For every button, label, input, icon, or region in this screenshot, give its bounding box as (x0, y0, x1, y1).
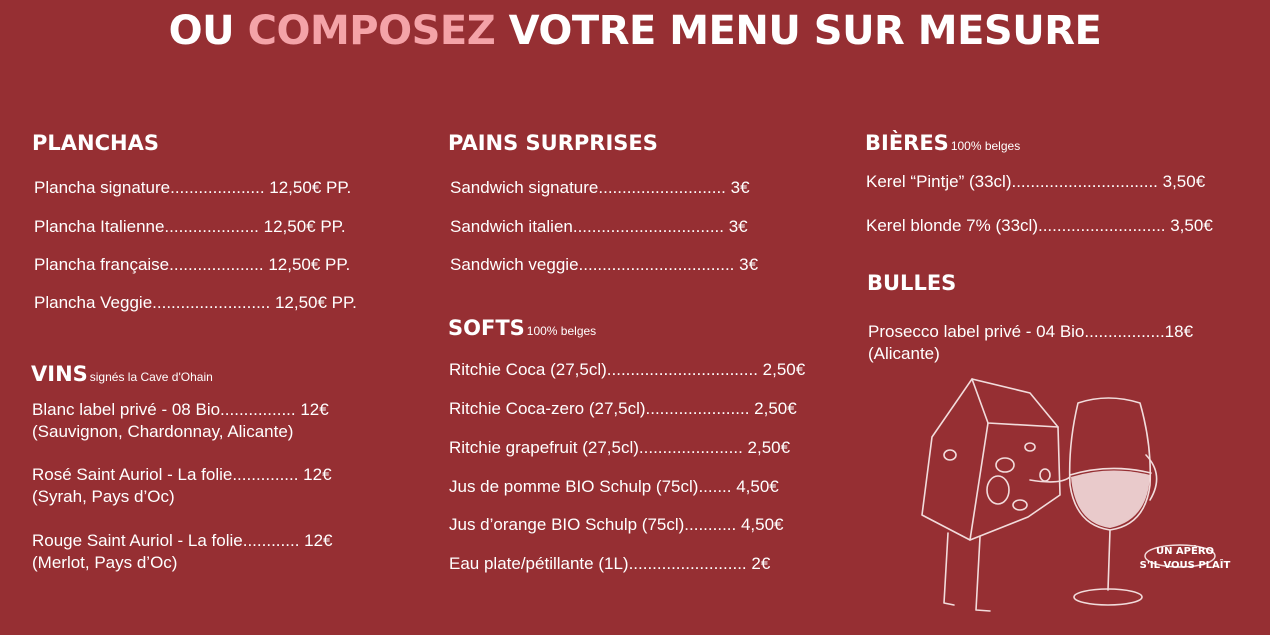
item-detail: (Syrah, Pays d’Oc) (32, 487, 175, 506)
cheese-wine-illustration (910, 365, 1250, 635)
caption-line2: S'IL VOUS PLAÎT (1139, 560, 1231, 571)
bieres-subheading: 100% belges (950, 139, 1021, 153)
list-item (868, 321, 1193, 365)
pains-heading-text: PAINS SURPRISES (448, 131, 658, 155)
list-item: Ritchie Coca (27,5cl)................................ 2,50€ (449, 360, 806, 379)
illustration-caption (1130, 545, 1240, 573)
list-item: Sandwich veggie................................. 3€ (450, 255, 759, 274)
planchas-heading (32, 131, 159, 155)
title-part1: OU (168, 8, 235, 54)
item-detail: (Alicante) (868, 344, 940, 363)
vins-subheading: signés la Cave d'Ohain (89, 370, 213, 384)
list-item: Jus de pomme BIO Schulp (75cl)....... 4,50€ (449, 477, 779, 496)
item-detail: (Merlot, Pays d’Oc) (32, 553, 178, 572)
list-item: Sandwich signature........................... 3€ (450, 178, 750, 197)
list-item: Sandwich italien................................ 3€ (450, 217, 748, 236)
list-item: Plancha française.................... 12,50€ PP. (34, 255, 351, 274)
bulles-heading (867, 271, 956, 295)
softs-heading (448, 316, 596, 340)
planchas-heading-text: PLANCHAS (32, 131, 159, 155)
list-item: Plancha signature.................... 12,50€ PP. (34, 178, 352, 197)
list-item: Kerel blonde 7% (33cl)........................... 3,50€ (866, 216, 1213, 235)
list-item (32, 464, 332, 508)
cheese-wine-drawing (910, 365, 1250, 630)
softs-subheading: 100% belges (526, 324, 597, 338)
bulles-heading-text: BULLES (867, 271, 957, 295)
wine-fill (1071, 470, 1150, 528)
page-title (0, 8, 1270, 54)
item-line: Rosé Saint Auriol - La folie.............. 12€ (32, 465, 332, 484)
item-detail: (Sauvignon, Chardonnay, Alicante) (32, 422, 294, 441)
list-item: Ritchie grapefruit (27,5cl)...................... 2,50€ (449, 438, 791, 457)
vins-heading-text: VINS (31, 362, 88, 386)
title-highlight: COMPOSEZ (247, 8, 496, 54)
bieres-heading (865, 131, 1020, 155)
list-item: Kerel “Pintje” (33cl)............................... 3,50€ (866, 172, 1206, 191)
list-item: Jus d’orange BIO Schulp (75cl)........... 4,50€ (449, 515, 784, 534)
list-item: Eau plate/pétillante (1L)......................... 2€ (449, 554, 771, 573)
item-line: Rouge Saint Auriol - La folie............ 12€ (32, 531, 333, 550)
softs-heading-text: SOFTS (448, 316, 525, 340)
vins-heading (31, 362, 213, 386)
bieres-heading-text: BIÈRES (865, 131, 949, 155)
list-item (32, 530, 333, 574)
title-part2: VOTRE MENU SUR MESURE (508, 8, 1102, 54)
cheese-shape (922, 379, 1060, 540)
list-item: Plancha Veggie......................... 12,50€ PP. (34, 293, 357, 312)
caption-line1: UN APÉRO (1155, 546, 1215, 557)
item-line: Blanc label privé - 08 Bio................ 12€ (32, 400, 329, 419)
item-line: Prosecco label privé - 04 Bio.................18€ (868, 322, 1194, 341)
list-item: Plancha Italienne.................... 12,50€ PP. (34, 217, 346, 236)
list-item (32, 399, 329, 443)
pains-heading (448, 131, 658, 155)
list-item: Ritchie Coca-zero (27,5cl)...................... 2,50€ (449, 399, 797, 418)
